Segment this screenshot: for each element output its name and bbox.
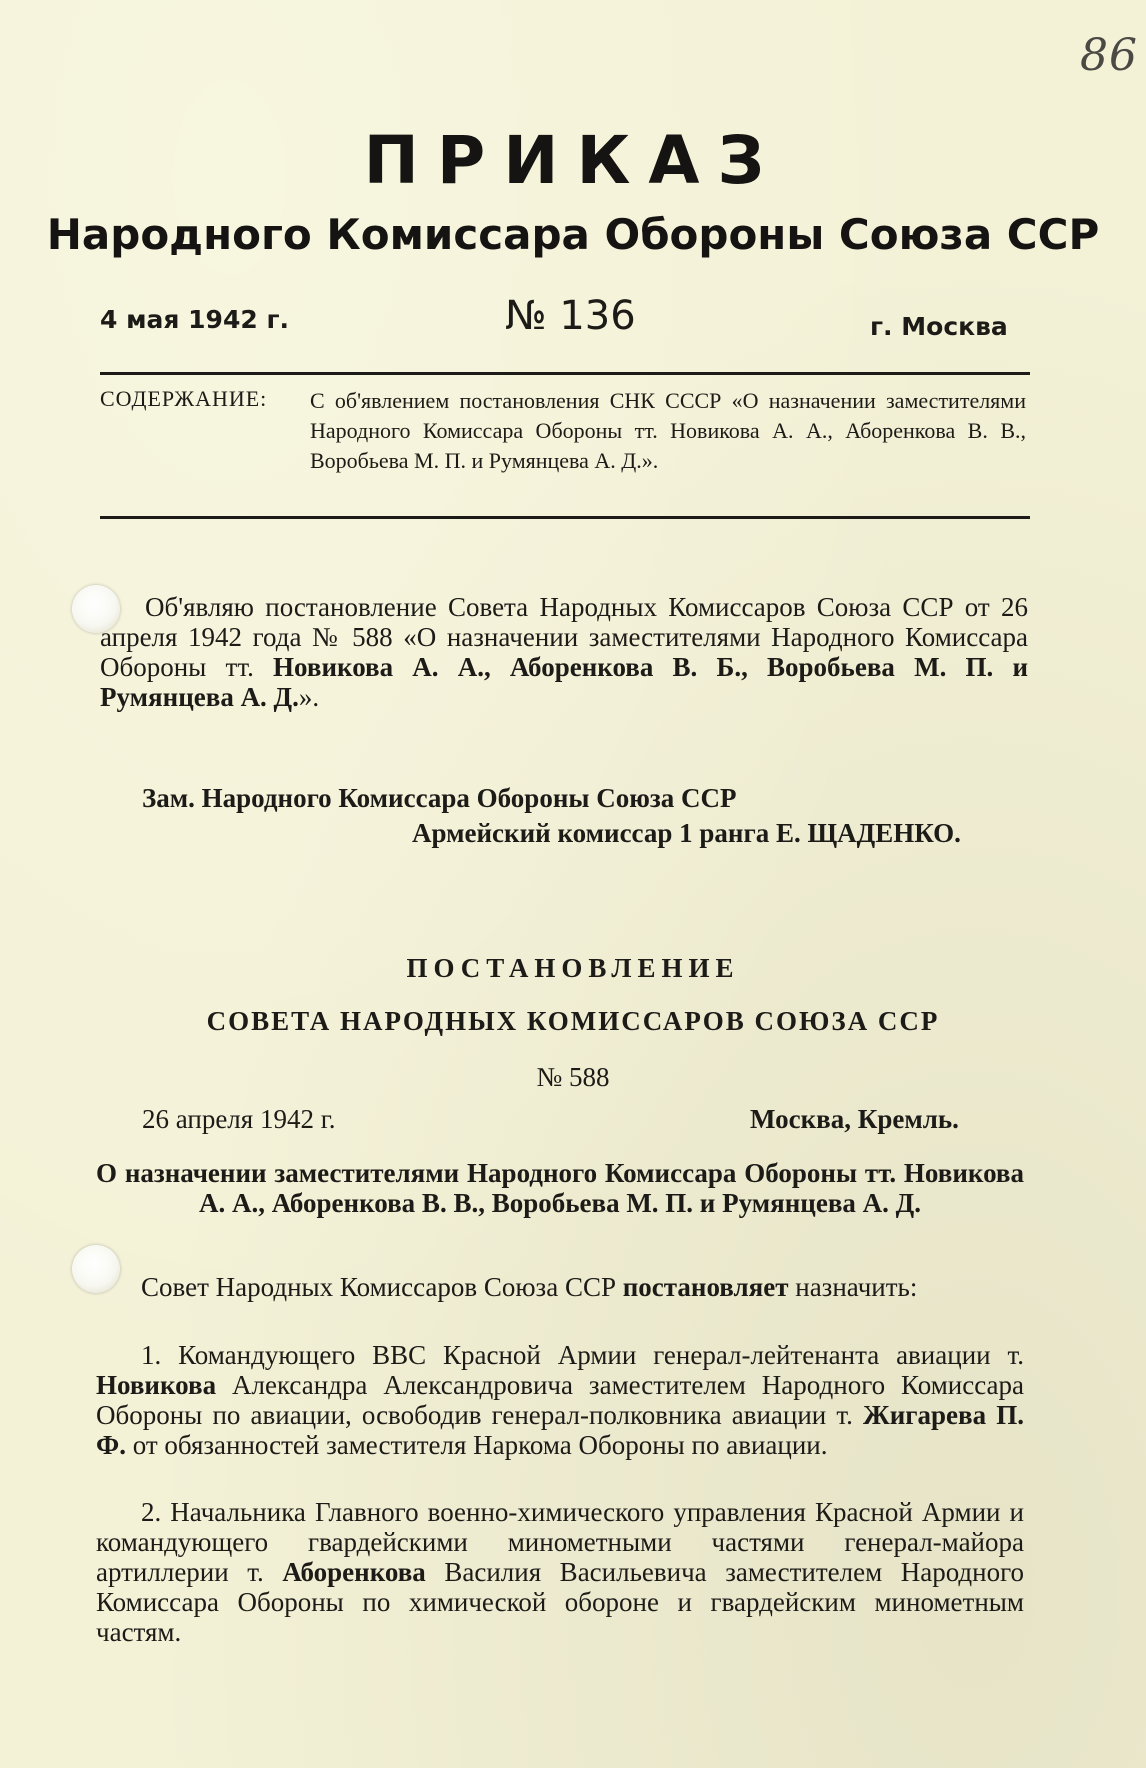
top-divider [100,372,1030,375]
contents-text: С об'явлением постановления СНК СССР «О назначении заместителями Народного Комиссара Обороны тт. Новикова А. А., Аборенкова В. В., Воробьева М. П. и Румянцева А. Д.». [310,388,1026,473]
decree-date: 26 апреля 1942 г. [142,1104,336,1134]
announcement-names: Новикова А. А., Аборенкова В. Б., Воробьева М. П. и Румянцева А. Д. [100,652,1028,712]
contents-label: СОДЕРЖАНИЕ: [100,386,268,411]
item-2-text: 2. Начальника Главного военно-химического управления Красной Армии и командующего гвардейскими минометными частями генерал-майора артиллерии т. [96,1497,1024,1587]
item-2-name: Аборенкова [282,1557,426,1587]
item-1-text-mid: Александра Александровича заместителем Народного Комиссара Обороны по авиации, освободив генерал-полковника авиации т. [96,1370,1024,1430]
signature-position: Зам. Народного Комиссара Обороны Союза ССР [142,783,737,813]
order-subtitle: Народного Комиссара Обороны Союза ССР [46,210,1100,259]
handwritten-page-number: 86 [1080,30,1138,81]
order-title: ПРИКАЗ [363,122,783,199]
decree-item-1 [96,1340,1024,1460]
order-date: 4 мая 1942 г. [100,305,290,334]
announcement-text: Об'являю постановление Совета Народных Комиссаров Союза ССР от 26 апреля 1942 года № 588 «О назначении заместителями Народного Комиссара Обороны тт. [100,592,1028,682]
item-1-name: Новикова [96,1370,217,1400]
signature-name: Армейский комиссар 1 ранга Е. ЩАДЕНКО. [412,818,961,848]
item-1-name-2: Жигарева П. Ф. [96,1400,1024,1460]
decree-intro-text-end: назначить: [788,1272,918,1302]
decree-subject: О назначении заместителями Народного Комиссара Обороны тт. Новикова А. А., Аборенкова В. В., Воробьева М. П. и Румянцева А. Д. [96,1158,1024,1218]
decree-intro-verb: постановляет [622,1272,789,1302]
item-1-text: 1. Командующего ВВС Красной Армии генерал-лейтенанта авиации т. [141,1340,1024,1370]
item-1-text-end: от обязанностей заместителя Наркома Обороны по авиации. [125,1430,828,1460]
decree-item-2 [96,1497,1024,1647]
order-number: № 136 [505,293,636,339]
decree-number: № 588 [536,1062,610,1092]
decree-council: СОВЕТА НАРОДНЫХ КОМИССАРОВ СОЮЗА ССР [206,1006,940,1036]
decree-place: Москва, Кремль. [750,1104,959,1134]
bottom-divider [100,516,1030,519]
announcement-text-end: ». [298,682,320,712]
decree-intro-text: Совет Народных Комиссаров Союза ССР [141,1272,623,1302]
announcement-paragraph [100,592,1028,712]
decree-intro [96,1272,1024,1302]
decree-heading: ПОСТАНОВЛЕНИЕ [406,953,740,983]
item-2-text-end: Василия Васильевича заместителем Народного Комиссара Обороны по химической обороне и гвардейским минометным частям. [96,1557,1025,1647]
order-place: г. Москва [870,312,1008,341]
